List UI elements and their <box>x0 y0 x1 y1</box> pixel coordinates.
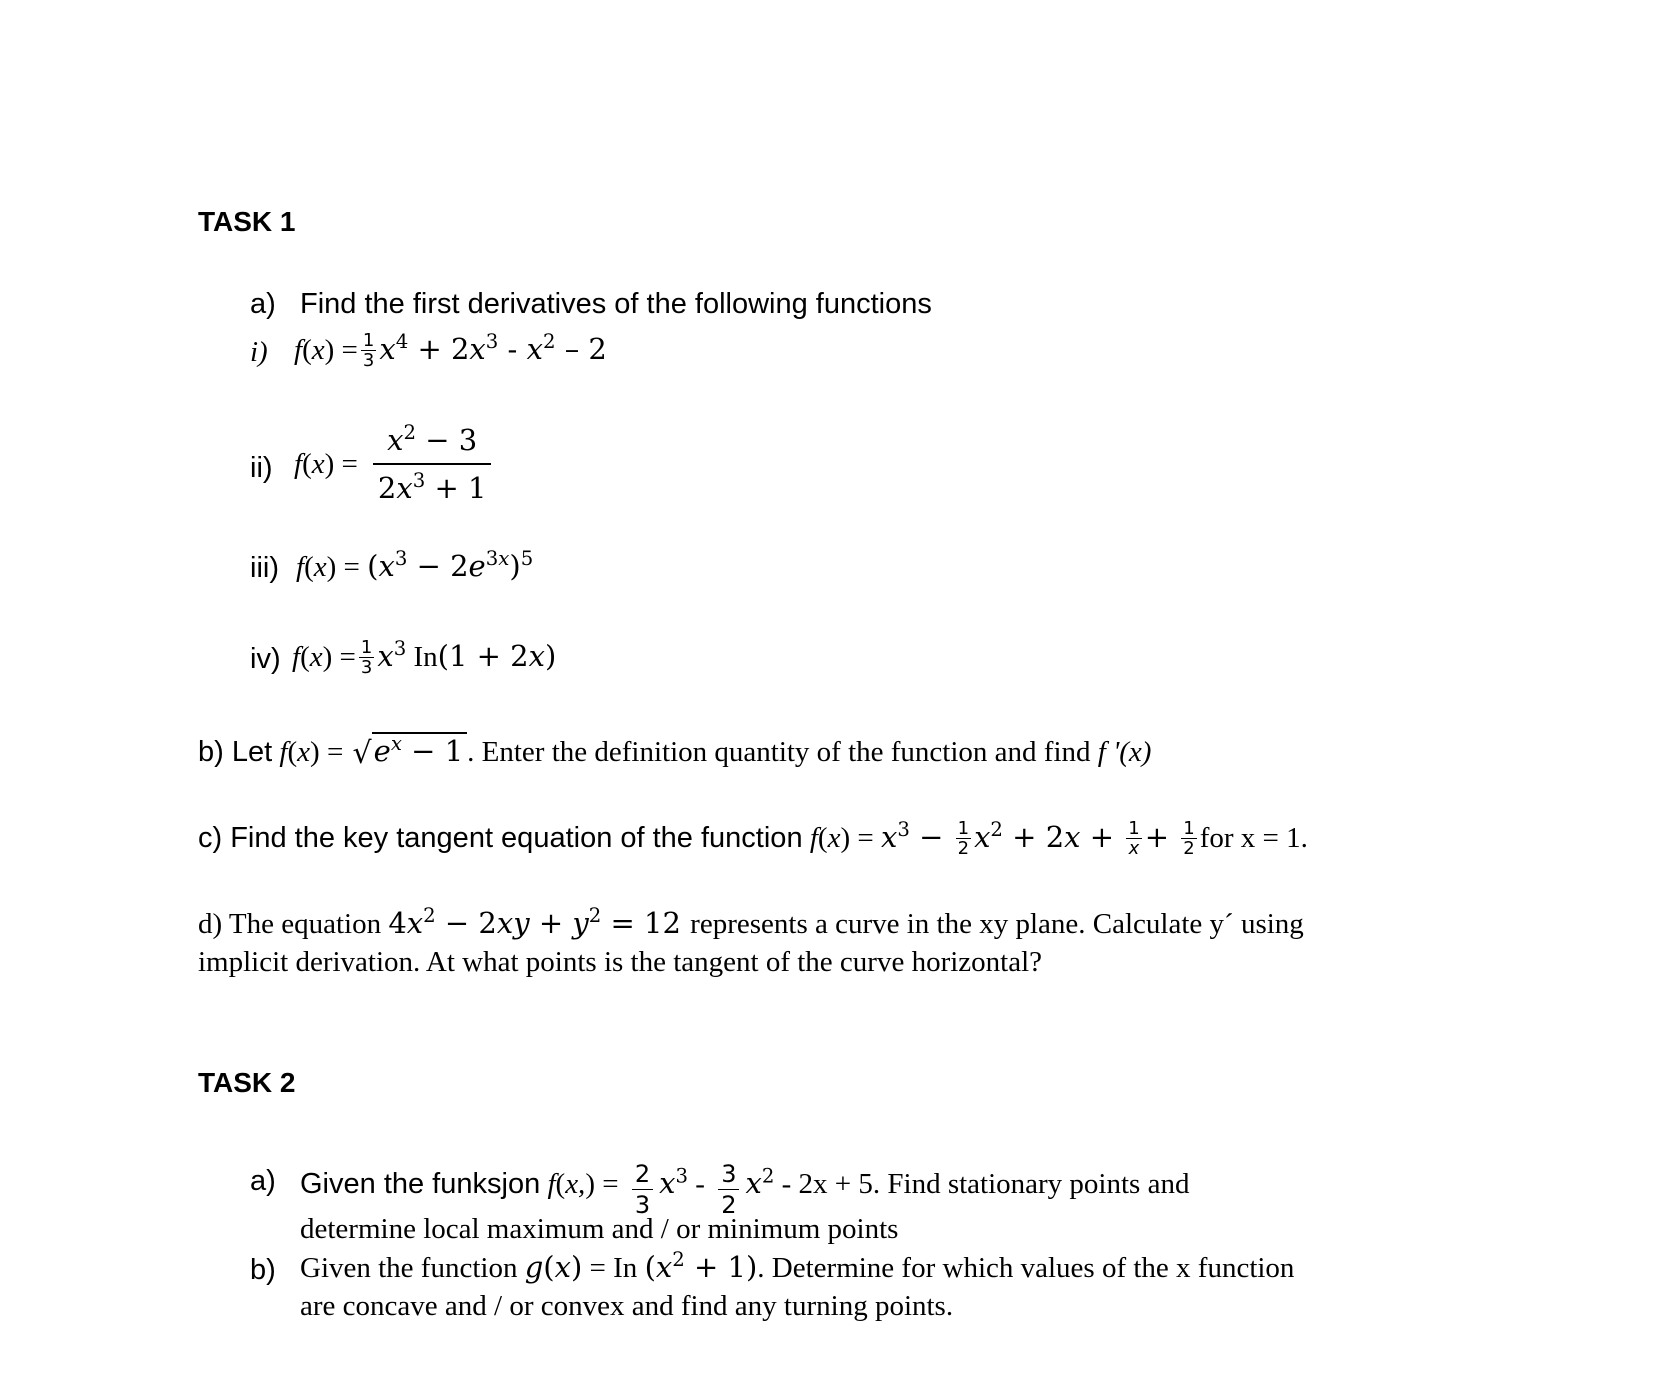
sqrt-symbol: $√e^x - 1$ <box>351 733 468 770</box>
task2-a-text: - 2x + 5. Find stationary points and <box>781 1168 1190 1201</box>
task1-heading: TASK 1 <box>198 206 296 237</box>
task2-a-label: a) <box>250 1165 276 1197</box>
task1-a-text: Find the first derivatives of the following functions <box>300 288 932 320</box>
task1-d-prefix: d) The equation <box>198 908 382 940</box>
task1-a-iv-formula: f(x) = $\frac{1}{3}$ $x^3$ In(1 + 2x) <box>292 636 557 678</box>
task1-a-ii-label: ii) <box>250 452 273 484</box>
task1-d-line2: implicit derivation. At what points is the tangent of the curve horizontal? <box>198 946 1043 978</box>
task1-c-text: c) Find the key tangent equation of the function <box>198 822 803 854</box>
task2-b-prefix: Given the function <box>300 1252 518 1284</box>
task2-a-line2: determine local maximum and / or minimum points <box>300 1213 899 1245</box>
task2-b-label: b) <box>250 1254 276 1286</box>
task1-b: b) Let $f(x) = √e^x - 1$ . Enter the definition quantity of the function and find f '(x) <box>198 732 1152 771</box>
task1-b-tail: f '(x) <box>1097 736 1152 768</box>
task1-a-i-formula: f(x) = $\frac{1}{3}$ $x^4 + 2x^3 - x^2 - 2$ <box>294 329 607 371</box>
task1-a-ii-formula: f(x) = $\frac{x^2 - 3}{2x^3 + 1}$ <box>294 420 500 508</box>
task1-a-iv-label: iv) <box>250 643 281 675</box>
task1-c-tail: for x = 1. <box>1199 822 1308 854</box>
task1-b-text: . Enter the definition quantity of the function and find <box>467 736 1091 768</box>
task1-b-prefix: b) Let <box>198 736 273 768</box>
task1-a-label: a) <box>250 288 276 320</box>
task2-heading: TASK 2 <box>198 1067 296 1098</box>
task1-d-line1: d) The equation $4x^2 - 2xy + y^2 = 12$ represents a curve in the xy plane. Calculate y´ using <box>198 904 1304 940</box>
task1-a-i-label: i) <box>250 336 268 368</box>
task2-a-prefix: Given the funksjon <box>300 1168 541 1201</box>
task1-a-iii-formula: $f(x) = (x^3 - 2e^{3x})^5$ <box>296 547 534 583</box>
task2-b-line1: Given the function g(x) = In $(x^2 + 1)$. Determine for which values of the x function <box>300 1248 1295 1284</box>
task1-c: c) Find the key tangent equation of the function $f(x) = x^3$ − $\frac{1}{2}$ $x^2 + 2x$ + $\frac{1}{x}$ + $\frac{1}{2}$ for x = 1. <box>198 817 1308 859</box>
task1-a-iii-label: iii) <box>250 552 279 584</box>
task2-b-line2: are concave and / or convex and find any turning points. <box>300 1290 954 1322</box>
task2-a-line1: Given the funksjon f(x,) = $\frac{2}{3}$ $x^3$ - $\frac{3}{2}$ $x^2 - 2x + 5$. Find stationary points and <box>300 1160 1190 1219</box>
task2-b-text: . Determine for which values of the x function <box>757 1252 1295 1284</box>
task1-d-text: represents a curve in the xy plane. Calculate y´ using <box>690 908 1304 940</box>
